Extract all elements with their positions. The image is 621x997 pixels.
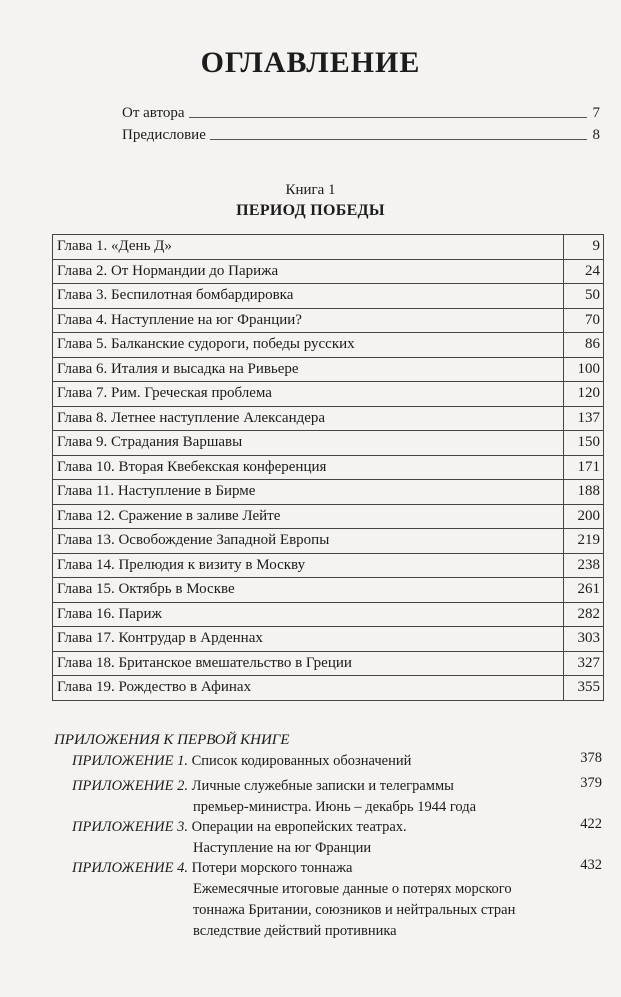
chapter-row[interactable] [53,577,603,602]
chapter-page: 137 [563,407,603,431]
leader-line [189,117,587,118]
chapter-label: Глава 16. Париж [57,605,162,622]
chapter-label: Глава 5. Балканские судороги, победы русских [57,336,355,353]
chapter-label: Глава 10. Вторая Квебекская конференция [57,458,327,475]
chapter-row[interactable] [53,479,603,504]
page-title: ОГЛАВЛЕНИЕ [200,46,421,79]
chapter-row[interactable] [53,626,603,651]
appendix-prefix: ПРИЛОЖЕНИЕ 1. [72,753,188,769]
chapter-page: 327 [563,652,603,676]
chapter-label: Глава 8. Летнее наступление Александера [57,409,326,426]
appendix-line: тоннажа Британии, союзников и нейтральных стран [193,902,516,918]
entry-page: 8 [592,127,600,143]
chapter-page: 282 [563,603,603,627]
chapter-label: Глава 7. Рим. Греческая проблема [57,385,272,402]
entry-label: Предисловие [122,127,206,143]
chapter-label: Глава 9. Страдания Варшавы [57,434,243,451]
chapter-row[interactable] [53,381,603,406]
chapter-row[interactable] [53,357,603,382]
chapter-row[interactable] [53,283,603,308]
chapter-page: 24 [563,260,603,284]
chapter-row[interactable] [53,259,603,284]
appendix-prefix: ПРИЛОЖЕНИЕ 2. [72,778,188,794]
chapter-row[interactable] [53,308,603,333]
chapter-page: 50 [563,284,603,308]
book-title: ПЕРИОД ПОБЕДЫ [236,202,385,219]
chapter-label: Глава 13. Освобождение Западной Европы [57,532,330,549]
chapter-label: Глава 18. Британское вмешательство в Греции [57,654,352,671]
chapter-row[interactable] [53,504,603,529]
chapter-page: 261 [563,578,603,602]
chapter-label: Глава 1. «День Д» [57,238,172,255]
appendix-2[interactable] [72,776,602,818]
chapter-label: Глава 15. Октябрь в Москве [57,581,235,598]
chapter-label: Глава 17. Контрудар в Арденнах [57,630,263,647]
toc-entry-preface[interactable] [122,124,600,144]
chapter-page: 200 [563,505,603,529]
chapter-page: 188 [563,480,603,504]
chapter-row[interactable] [53,234,603,259]
chapter-label: Глава 6. Италия и высадка на Ривьере [57,360,299,377]
chapter-row[interactable] [53,406,603,431]
leader-line [210,139,587,140]
appendix-line: Операции на европейских театрах. [191,819,407,835]
appendix-3[interactable] [72,817,602,859]
chapter-page: 238 [563,554,603,578]
appendices-heading: ПРИЛОЖЕНИЯ К ПЕРВОЙ КНИГЕ [54,732,290,748]
chapter-page: 219 [563,529,603,553]
chapter-page: 355 [563,676,603,700]
appendix-line: вследствие действий противника [193,923,397,939]
chapter-row[interactable] [53,602,603,627]
entry-page: 7 [592,105,600,121]
chapter-row[interactable] [53,332,603,357]
chapter-page: 70 [563,309,603,333]
chapter-page: 100 [563,358,603,382]
chapter-label: Глава 19. Рождество в Афинах [57,679,252,696]
chapter-label: Глава 11. Наступление в Бирме [57,483,256,500]
chapter-row[interactable] [53,675,603,700]
chapter-label: Глава 12. Сражение в заливе Лейте [57,507,281,524]
chapter-label: Глава 14. Прелюдия к визиту в Москву [57,556,306,573]
appendix-line: Наступление на юг Франции [193,840,372,856]
chapter-row[interactable] [53,528,603,553]
chapter-label: Глава 2. От Нормандии до Парижа [57,262,279,279]
appendix-1[interactable] [72,751,602,772]
chapter-table [52,234,604,701]
chapter-page: 9 [563,235,603,259]
chapter-label: Глава 4. Наступление на юг Франции? [57,311,302,328]
appendix-4[interactable] [72,858,602,942]
chapter-page: 171 [563,456,603,480]
chapter-page: 303 [563,627,603,651]
book-number: Книга 1 [285,182,336,198]
chapter-row[interactable] [53,430,603,455]
appendix-line: премьер-министра. Июнь – декабрь 1944 года [193,799,477,815]
appendix-line: Ежемесячные итоговые данные о потерях морского [193,881,512,897]
chapter-label: Глава 3. Беспилотная бомбардировка [57,287,294,304]
chapter-row[interactable] [53,553,603,578]
appendix-prefix: ПРИЛОЖЕНИЕ 3. [72,819,188,835]
entry-label: От автора [122,105,185,121]
appendix-page: 378 [580,750,602,766]
appendix-page: 432 [580,857,602,873]
chapter-page: 86 [563,333,603,357]
chapter-row[interactable] [53,455,603,480]
chapter-page: 150 [563,431,603,455]
toc-entry-from-author[interactable] [122,102,600,122]
appendix-page: 422 [580,816,602,832]
appendix-line: Личные служебные записки и телеграммы [191,778,454,794]
chapter-page: 120 [563,382,603,406]
appendix-page: 379 [580,775,602,791]
chapter-row[interactable] [53,651,603,676]
appendix-line: Список кодированных обозначений [191,753,412,769]
appendix-prefix: ПРИЛОЖЕНИЕ 4. [72,860,188,876]
appendix-line: Потери морского тоннажа [191,860,353,876]
